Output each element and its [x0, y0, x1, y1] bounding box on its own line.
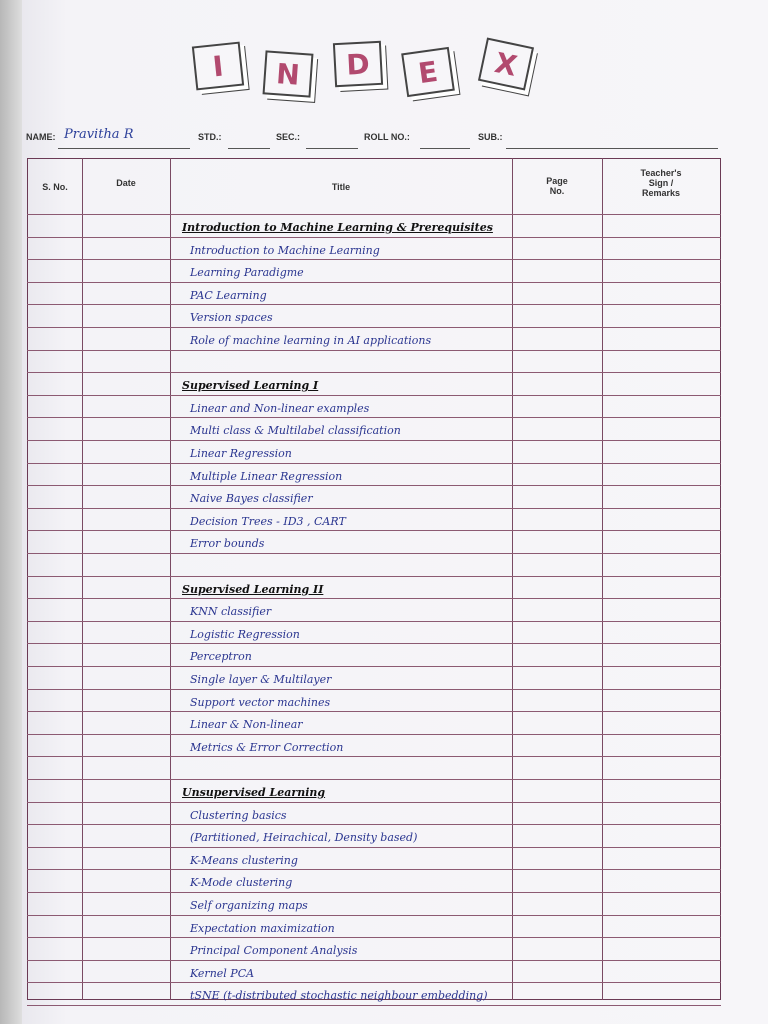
index-entry: Introduction to Machine Learning	[190, 243, 380, 257]
index-entry: Decision Trees - ID3 , CART	[190, 514, 346, 528]
index-heading	[190, 38, 560, 98]
index-entry: Metrics & Error Correction	[190, 740, 344, 754]
col-header-sno: S. No.	[42, 182, 68, 192]
heading-tile-n: N	[263, 50, 314, 97]
heading-tile-e: E	[401, 47, 455, 97]
row-rule	[27, 734, 721, 735]
index-entry: K-Mode clustering	[190, 876, 293, 890]
col-divider-title	[512, 158, 513, 1000]
row-rule	[27, 802, 721, 803]
row-rule	[27, 960, 721, 961]
row-rule	[27, 937, 721, 938]
row-rule	[27, 372, 721, 373]
index-entry: tSNE (t-distributed stochastic neighbour embedding)	[190, 989, 488, 1003]
index-entry: K-Means clustering	[190, 853, 298, 867]
index-entry: Linear and Non-linear examples	[190, 401, 370, 415]
index-table	[27, 158, 721, 1003]
row-rule	[27, 621, 721, 622]
std-line	[228, 148, 270, 149]
col-header-title: Title	[331, 182, 351, 192]
heading-tile-i: I	[192, 42, 244, 91]
heading-tile-d: D	[333, 41, 383, 87]
notebook-spine	[0, 0, 24, 1024]
col-header-page: Page No.	[546, 176, 568, 196]
row-rule	[27, 237, 721, 238]
row-rule	[27, 282, 721, 283]
section-heading: Introduction to Machine Learning & Prerequisites	[182, 221, 493, 234]
index-entry: Multiple Linear Regression	[190, 469, 343, 483]
index-entry: Expectation maximization	[190, 921, 335, 935]
index-entry: Naive Bayes classifier	[190, 492, 313, 506]
index-entry: (Partitioned, Heirachical, Density based)	[190, 831, 418, 845]
name-value: Pravitha R	[64, 127, 134, 142]
roll-line	[420, 148, 470, 149]
sec-line	[306, 148, 358, 149]
roll-label: ROLL NO.:	[364, 132, 410, 142]
row-rule	[27, 779, 721, 780]
row-rule	[27, 440, 721, 441]
index-entry: Clustering basics	[190, 808, 287, 822]
name-label: NAME:	[26, 132, 56, 142]
col-divider-page	[602, 158, 603, 1000]
index-entry: Linear & Non-linear	[190, 718, 303, 732]
row-rule	[27, 824, 721, 825]
index-entry: Self organizing maps	[190, 899, 308, 912]
section-heading: Unsupervised Learning	[182, 786, 326, 799]
index-entry: Learning Paradigme	[190, 266, 304, 280]
index-entry: Principal Component Analysis	[190, 944, 358, 958]
row-rule	[27, 350, 721, 351]
index-entry: Error bounds	[190, 537, 265, 551]
row-rule	[27, 711, 721, 712]
row-rule	[27, 689, 721, 690]
sec-label: SEC.:	[276, 132, 301, 142]
col-header-remarks: Teacher's Sign / Remarks	[640, 168, 682, 198]
index-entry: Logistic Regression	[190, 627, 300, 641]
row-rule	[27, 666, 721, 667]
row-rule	[27, 576, 721, 577]
row-rule	[27, 553, 721, 554]
index-entry: Single layer & Multilayer	[190, 673, 332, 686]
row-rule	[27, 892, 721, 893]
section-heading: Supervised Learning I	[182, 379, 319, 393]
sub-label: SUB.:	[478, 132, 503, 142]
index-entry: Support vector machines	[190, 695, 331, 709]
index-entry: Version spaces	[190, 311, 273, 325]
row-rule	[27, 847, 721, 848]
index-entry: Kernel PCA	[190, 966, 255, 980]
col-header-date: Date	[116, 178, 136, 188]
row-rule	[27, 756, 721, 757]
section-heading: Supervised Learning II	[182, 582, 324, 596]
row-rule	[27, 463, 721, 464]
heading-tile-x: X	[478, 37, 534, 90]
row-rule	[27, 417, 721, 418]
header-rule	[27, 214, 721, 215]
row-rule	[27, 869, 721, 870]
index-entry: Linear Regression	[190, 447, 292, 460]
row-rule	[27, 598, 721, 599]
index-entry: Multi class & Multilabel classification	[190, 424, 401, 438]
row-rule	[27, 643, 721, 644]
row-rule	[27, 1005, 721, 1006]
row-rule	[27, 982, 721, 983]
row-rule	[27, 915, 721, 916]
index-entry: Role of machine learning in AI applications	[190, 334, 432, 347]
col-divider-date	[170, 158, 171, 1000]
index-entry: PAC Learning	[190, 288, 267, 302]
index-entry: KNN classifier	[190, 605, 272, 619]
row-rule	[27, 259, 721, 260]
col-divider-sno	[82, 158, 83, 1000]
name-line	[58, 148, 190, 149]
row-rule	[27, 327, 721, 328]
std-label: STD.:	[198, 132, 222, 142]
row-rule	[27, 304, 721, 305]
row-rule	[27, 485, 721, 486]
sub-line	[506, 148, 718, 149]
row-rule	[27, 508, 721, 509]
row-rule	[27, 530, 721, 531]
row-rule	[27, 395, 721, 396]
index-entry: Perceptron	[190, 650, 252, 664]
